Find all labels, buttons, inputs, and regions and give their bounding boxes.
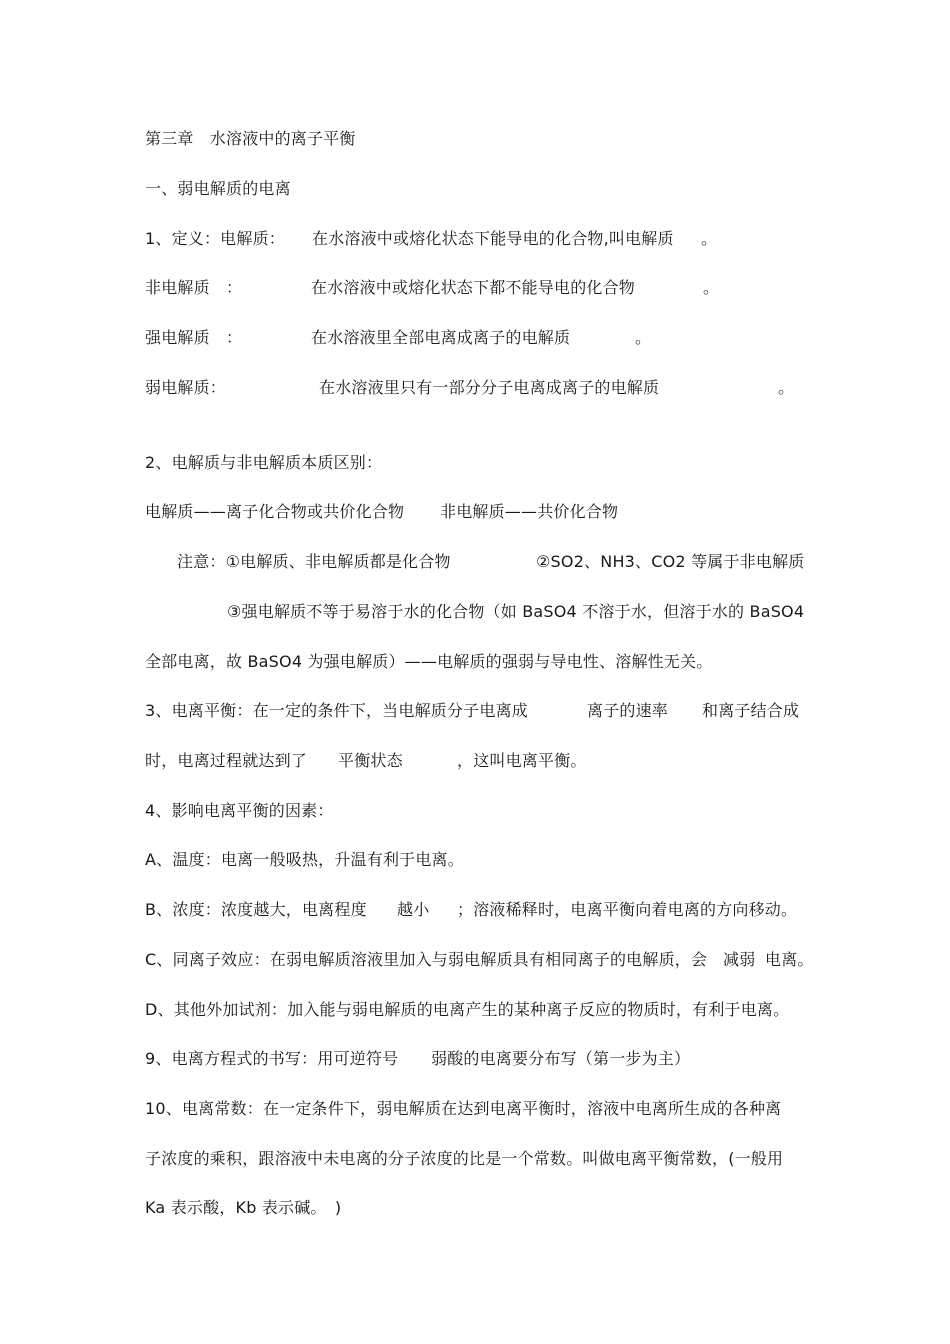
definition-label: 弱电解质：: [145, 378, 227, 397]
definition-text: 在水溶液里只有一部分分子电离成离子的电解质: [319, 378, 660, 397]
factor-temperature: A、温度：电离一般吸热，升温有利于电离。: [145, 850, 464, 869]
ionization-constant-line-1: 10、电离常数：在一定条件下，弱电解质在达到电离平衡时，溶液中电离所生成的各种离: [145, 1099, 782, 1118]
nonelectrolyte-type: 非电解质——共价化合物: [440, 502, 619, 521]
factors-heading: 4、影响电离平衡的因素：: [145, 801, 334, 820]
text-segment: ，这叫电离平衡。: [457, 751, 587, 770]
definition-period: 。: [635, 328, 652, 347]
text-segment: 3、电离平衡：在一定的条件下，当电解质分子电离成: [145, 701, 528, 720]
text-segment: 和离子结合成: [702, 701, 800, 720]
definition-text: 在水溶液里全部电离成离子的电解质: [311, 328, 571, 347]
definition-period: 。: [778, 378, 795, 397]
text-segment: 9、电离方程式的书写：用可逆符号: [145, 1049, 399, 1068]
text-segment: 弱酸的电离要分布写（第一步为主）: [431, 1049, 691, 1068]
definition-period: 。: [703, 278, 720, 297]
factor-other-reagents: D、其他外加试剂：加入能与弱电解质的电离产生的某种离子反应的物质时，有利于电离。: [145, 1000, 790, 1019]
chapter-title: 第三章 水溶液中的离子平衡: [145, 129, 356, 148]
definition-label: 非电解质 ：: [145, 278, 243, 297]
text-segment: B、浓度：浓度越大，电离程度: [145, 900, 367, 919]
ionization-constant-line-2: 子浓度的乘积，跟溶液中未电离的分子浓度的比是一个常数。叫做电离平衡常数，(一般用: [145, 1149, 784, 1168]
note-item-2: ②SO2、NH3、CO2 等属于非电解质: [536, 552, 805, 571]
blank-answer: 离子的速率: [587, 701, 669, 720]
text-segment: 时，电离过程就达到了: [145, 751, 308, 770]
essential-difference-heading: 2、电解质与非电解质本质区别：: [145, 453, 383, 472]
definition-label: 1、定义：电解质：: [145, 229, 285, 248]
note-item-3-continued: 全部电离，故 BaSO4 为强电解质）——电解质的强弱与导电性、溶解性无关。: [145, 652, 713, 671]
note-item-3-text: ③强电解质不等于易溶于水的化合物（如 BaSO4 不溶于水，但溶于水的 BaSO4: [227, 602, 805, 621]
text-segment: C、同离子效应：在弱电解质溶液里加入与弱电解质具有相同离子的电解质，会: [145, 950, 708, 969]
definition-text: 在水溶液中或熔化状态下都不能导电的化合物: [311, 278, 636, 297]
blank-answer: 平衡状态: [338, 751, 403, 770]
definition-label: 强电解质 ：: [145, 328, 243, 347]
electrolyte-type: 电解质——离子化合物或共价化合物: [145, 502, 405, 521]
definition-period: 。: [701, 229, 718, 248]
definition-text: 在水溶液中或熔化状态下能导电的化合物,叫电解质: [312, 229, 674, 248]
blank-answer: 减弱: [723, 950, 756, 969]
section-heading: 一、弱电解质的电离: [145, 179, 291, 198]
note-item-1: 注意：①电解质、非电解质都是化合物: [177, 552, 451, 571]
blank-answer: 越小: [397, 900, 430, 919]
text-segment: ；溶液稀释时，电离平衡向着电离的方向移动。: [457, 900, 798, 919]
text-segment: 电离。: [765, 950, 814, 969]
ionization-constant-line-3: Ka 表示酸，Kb 表示碱。 ): [145, 1198, 342, 1217]
